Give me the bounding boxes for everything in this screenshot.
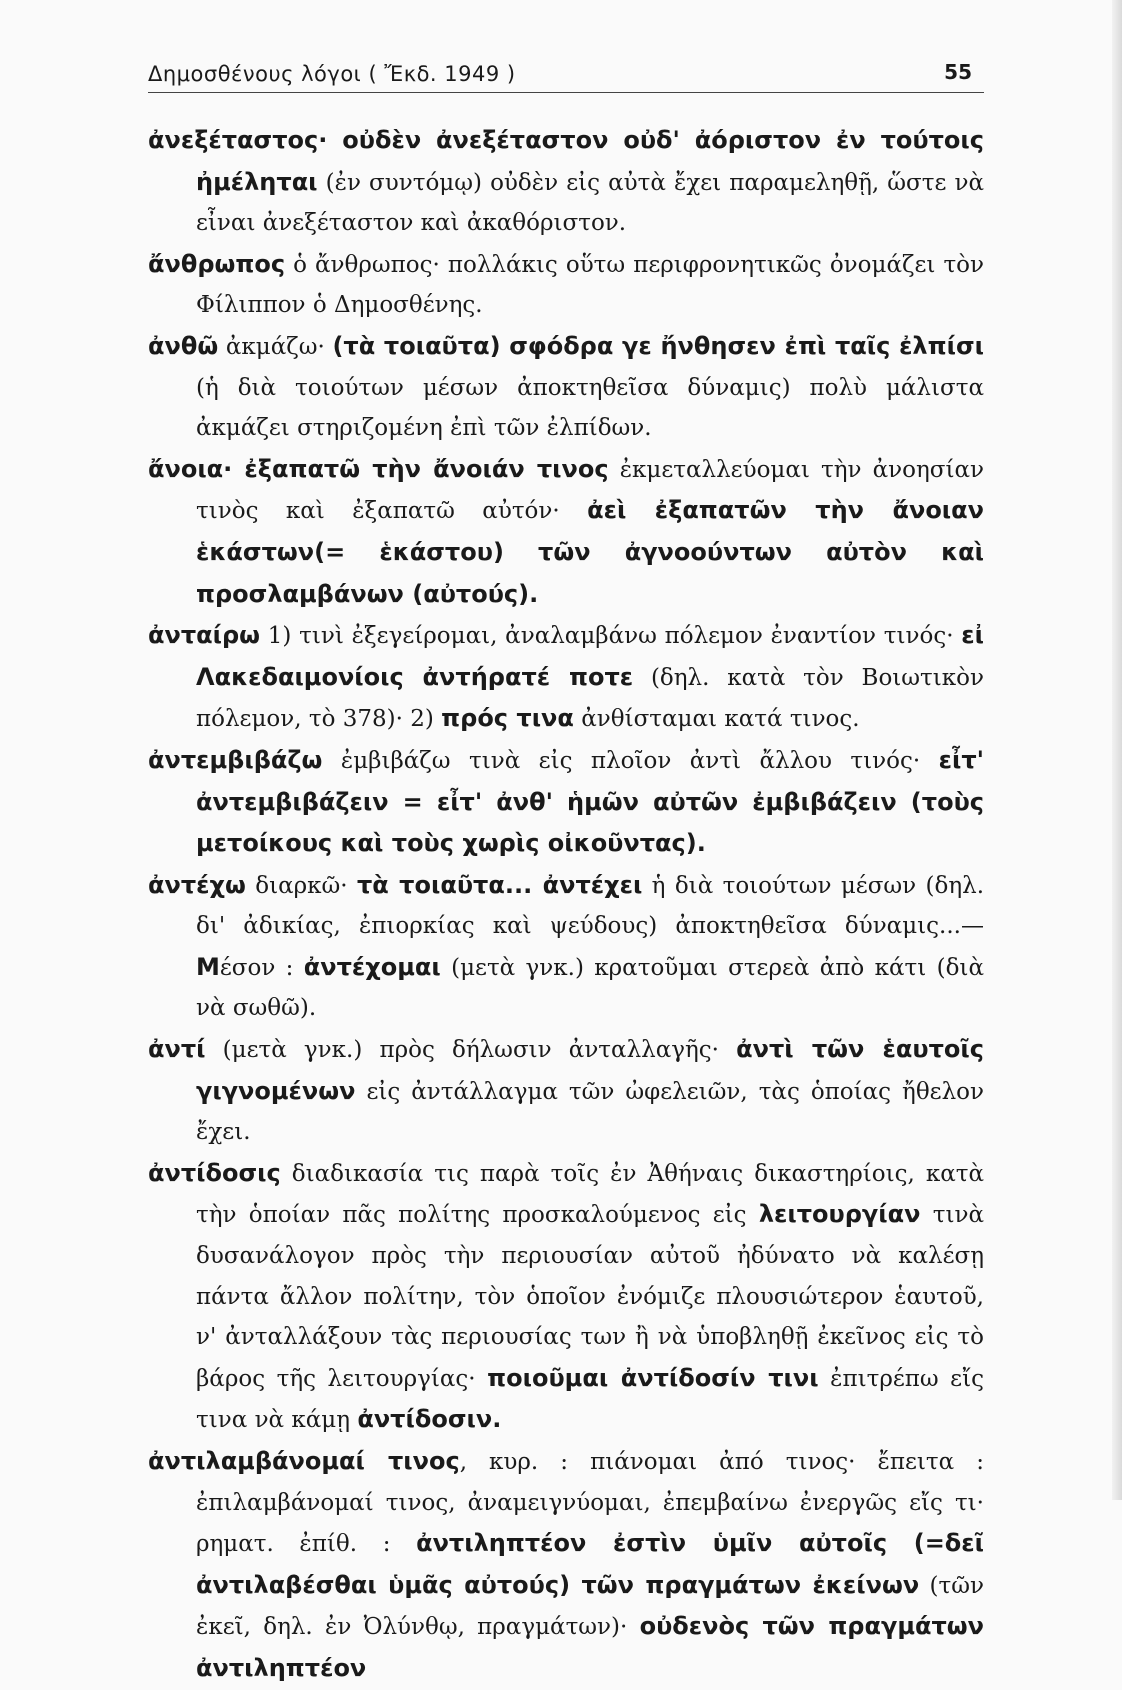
segment: ἀντίδοσις	[148, 1158, 281, 1187]
segment: ἄνοια· ἐξαπατῶ τὴν ἄνοιάν τινος	[148, 454, 609, 483]
segment: διαρκῶ·	[245, 872, 357, 899]
segment: τὰ τοιαῦτα... ἀντέχει	[356, 870, 643, 899]
segment: ἐκμεταλλεύομαι τὴν ἀνοησίαν τινὸς καὶ ἐξαπατῶ αὐτόν·	[196, 456, 984, 525]
page-number: 55	[944, 60, 972, 84]
segment: (μετὰ γνκ.) κρατοῦμαι στερεὰ ἀπὸ κάτι (διὰ νὰ σωθῶ).	[196, 954, 984, 1022]
segment: ἐμβιβάζω τινὰ εἰς πλοῖον ἀντὶ ἄλλου τινός·	[322, 747, 939, 774]
segment: ἀντέχω	[148, 870, 246, 899]
segment: τινὰ δυσανάλογον πρὸς τὴν περιουσίαν αὐτοῦ ἠδύνατο νὰ καλέσῃ πάντα ἄλλον πολίτην, τὸν ὁποῖον ἐνόμιζε πλουσιώτερον ἑαυτοῦ, ν' ἀνταλλάξουν τὰς περιουσίας των ἢ νὰ ὑποβληθῇ ἐκεῖνος εἰς τὸ βάρος τῆς λειτουργίας·	[196, 1202, 984, 1392]
segment: Μ	[196, 952, 220, 981]
segment: ἀντίδοσιν.	[357, 1405, 502, 1434]
entry-antembibazo	[148, 740, 984, 865]
entry-anexetastos	[148, 120, 984, 244]
segment: (τὰ τοιαῦτα) σφόδρα γε ἤνθησεν ἐπὶ ταῖς ἐλπίσι	[332, 331, 984, 360]
dictionary-entries	[148, 120, 984, 1690]
segment: διαδικασία τις παρὰ τοῖς ἐν Ἀθήναις δικαστηρίοις, κατὰ τὴν ὁποίαν πᾶς πολίτης προσκαλούμενος εἰς	[196, 1160, 984, 1229]
segment: (δηλ. κατὰ τὸν Βοιωτικὸν πόλεμον, τὸ 378)· 2)	[196, 664, 985, 733]
segment: ἄνθρωπος	[148, 249, 286, 278]
segment: εἰ Λακεδαιμονίοις ἀντήρατέ ποτε	[196, 621, 984, 691]
entry-anoia	[148, 449, 984, 615]
segment: (τῶν ἐκεῖ, δηλ. ἐν Ὀλύνθῳ, πραγμάτων)·	[196, 1572, 984, 1641]
segment: ἀνεξέταστος· οὐδὲν ἀνεξέταστον οὐδ' ἀόριστον ἐν τούτοις ἠμέληται	[148, 126, 984, 196]
segment: , κυρ. : πιάνομαι ἀπό τινος· ἔπειτα : ἐπιλαμβάνομαί τινος, ἀναμειγνύομαι, ἐπεμβαίνω ἐνεργῶς εἴς τι· ρηματ. ἐπίθ. :	[196, 1449, 984, 1558]
segment: ἀκμάζω·	[218, 333, 333, 360]
segment: ἀνθίσταμαι κατά τινος.	[573, 706, 860, 733]
segment: ἀντεμβιβάζω	[148, 745, 323, 774]
segment: (μετὰ γνκ.) πρὸς δήλωσιν ἀνταλλαγῆς·	[205, 1037, 737, 1064]
segment: 1) τινὶ ἐξεγείρομαι, ἀναλαμβάνω πόλεμον ἐναντίον τινός·	[260, 623, 962, 650]
segment: οὐδενὸς τῶν πραγμάτων ἀντιληπτέον	[196, 1612, 984, 1682]
entry-antho	[148, 326, 984, 449]
segment: ἀντὶ τῶν ἑαυτοῖς γιγνομένων	[196, 1035, 984, 1105]
segment: ἀεὶ ἐξαπατῶν τὴν ἄνοιαν ἑκάστων(= ἑκάστου) τῶν ἀγνοούντων αὐτὸν καὶ προσλαμβάνων (αὐτούς).	[196, 496, 984, 608]
page-header	[148, 58, 984, 93]
entry-anti	[148, 1029, 984, 1153]
entry-antidosis	[148, 1153, 984, 1441]
segment: ἀντέχομαι	[303, 952, 441, 981]
segment: εἰς ἀντάλλαγμα τῶν ὠφελειῶν, τὰς ὁποίας ἤθελον ἔχει.	[196, 1078, 984, 1146]
segment: ἀντί	[148, 1035, 206, 1064]
segment: ἀνταίρω	[148, 621, 261, 650]
segment: ἀντιλαμβάνομαί τινος	[148, 1447, 460, 1475]
segment: πρός τινα	[441, 704, 574, 733]
segment: εἶτ' ἀντεμβιβάζειν = εἶτ' ἀνθ' ἡμῶν αὐτῶν ἐμβιβάζειν (τοὺς μετοίκους καὶ τοὺς χωρὶς οἰκοῦντας).	[196, 745, 984, 858]
running-title: Δημοσθένους λόγοι ( Ἔκδ. 1949 )	[148, 62, 516, 86]
segment: ἐπιτρέπω εἴς τινα νὰ κάμῃ	[196, 1365, 984, 1434]
segment: ποιοῦμαι ἀντίδοσίν τινι	[487, 1363, 819, 1392]
segment: ἡ διὰ τοιούτων μέσων (δηλ. δι' ἀδικίας, ἐπιορκίας καὶ ψεύδους) ἀποκτηθεῖσα δύναμις...—	[196, 872, 984, 940]
segment: (ἐν συντόμῳ) οὐδὲν εἰς αὐτὰ ἔχει παραμεληθῇ, ὥστε νὰ εἶναι ἀνεξέταστον καὶ ἀκαθόριστον.	[196, 169, 984, 237]
segment: έσον :	[219, 954, 304, 981]
segment: ἀνθῶ	[148, 331, 219, 360]
segment: (ἡ διὰ τοιούτων μέσων ἀποκτηθεῖσα δύναμις) πολὺ μάλιστα ἀκμάζει στηριζομένη ἐπὶ τῶν ἐλπίδων.	[196, 374, 984, 442]
entry-anthropos	[148, 244, 984, 326]
segment: λειτουργίαν	[758, 1200, 921, 1229]
entry-antecho	[148, 865, 984, 1029]
segment: ὁ ἄνθρωπος· πολλάκις οὕτω περιφρονητικῶς ὀνομάζει τὸν Φίλιππον ὁ Δημοσθένης.	[196, 251, 984, 319]
page-edge	[1112, 0, 1122, 1500]
entry-antilambanomai	[148, 1441, 984, 1690]
entry-antairo	[148, 615, 984, 740]
segment: ἀντιληπτέον ἐστὶν ὑμῖν αὐτοῖς (=δεῖ ἀντιλαβέσθαι ὑμᾶς αὐτούς) τῶν πραγμάτων ἐκείνων	[196, 1529, 985, 1599]
